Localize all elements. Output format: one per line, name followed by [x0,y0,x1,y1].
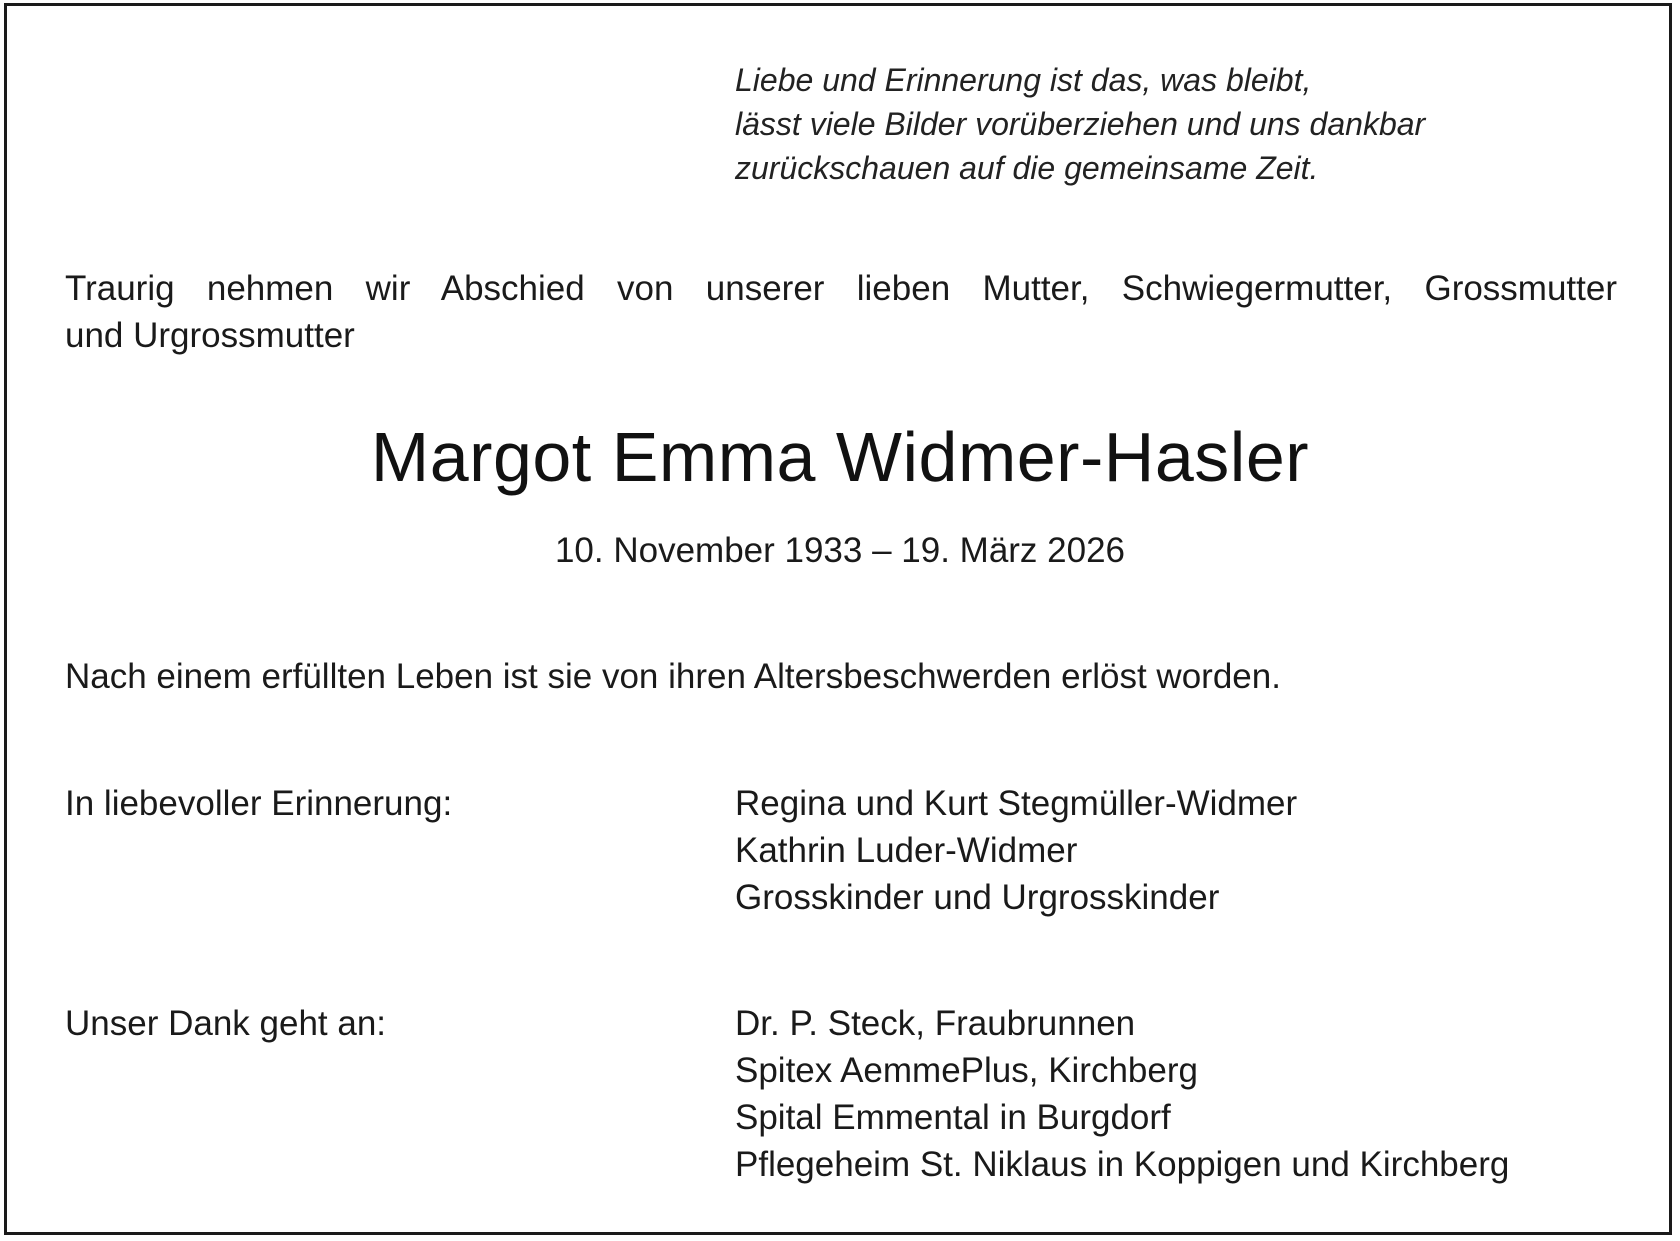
quote-line: lässt viele Bilder vorüberziehen und uns dankbar [735,106,1426,142]
thanks-label: Unser Dank geht an: [65,1004,387,1043]
intro-line: und Urgrossmutter [65,316,355,355]
closing-statement: Nach einem erfüllten Leben ist sie von ihren Altersbeschwerden erlöst worden. [65,657,1281,696]
mourner-name: Grosskinder und Urgrosskinder [735,878,1220,917]
quote-line: Liebe und Erinnerung ist das, was bleibt, [735,62,1312,98]
thanks-recipient: Dr. P. Steck, Fraubrunnen [735,1004,1136,1043]
thanks-recipient: Spitex AemmePlus, Kirchberg [735,1051,1198,1090]
announcement-intro [65,265,1617,359]
thanks-recipient: Spital Emmental in Burgdorf [735,1098,1171,1137]
life-dates: 10. November 1933 – 19. März 2026 [554,531,1126,570]
memorial-quote [735,58,1425,190]
mourners-list [735,780,1297,921]
intro-line: Traurig nehmen wir Abschied von unserer lieben Mutter, Schwiegermutter, Grossmutter [65,269,1617,308]
mourners-label: In liebevoller Erinnerung: [65,784,453,823]
thanks-list [735,1000,1509,1188]
thanks-recipient: Pflegeheim St. Niklaus in Koppigen und Kirchberg [735,1145,1510,1184]
quote-line: zurückschauen auf die gemeinsame Zeit. [735,150,1319,186]
deceased-name: Margot Emma Widmer-Hasler [370,418,1310,496]
mourner-name: Regina und Kurt Stegmüller-Widmer [735,784,1298,823]
mourner-name: Kathrin Luder-Widmer [735,831,1078,870]
